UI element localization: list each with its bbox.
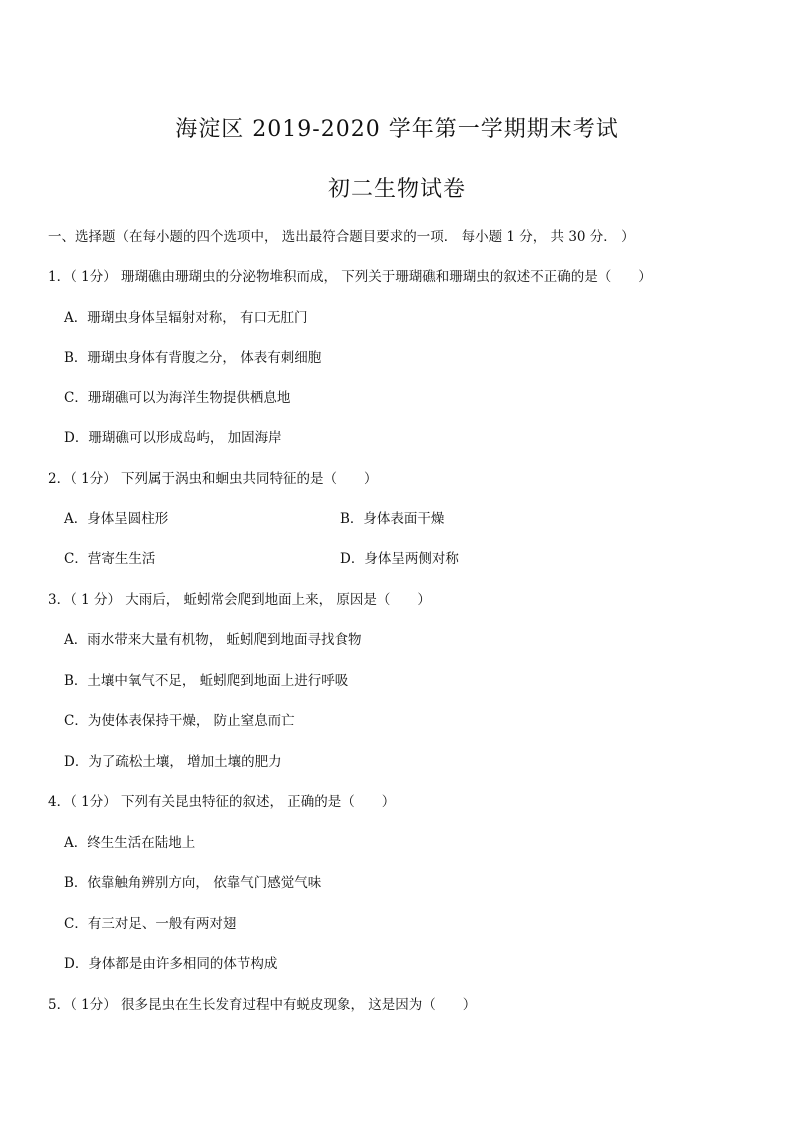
exam-subtitle: 初二生物试卷 bbox=[327, 177, 466, 202]
question-2-option-a: A．身体呈圆柱形 bbox=[64, 511, 169, 527]
question-4-option-a: A．终生生活在陆地上 bbox=[64, 835, 196, 851]
question-3-option-a: A．雨水带来大量有机物， 蚯蚓爬到地面寻找食物 bbox=[64, 632, 362, 648]
question-2-option-c: C．营寄生生活 bbox=[64, 551, 156, 567]
question-1-option-b: B．珊瑚虫身体有背腹之分， 体表有刺细胞 bbox=[64, 350, 322, 366]
question-4-option-c: C．有三对足、一般有两对翅 bbox=[64, 916, 237, 932]
question-4-option-d: D．身体都是由许多相同的体节构成 bbox=[64, 956, 278, 972]
question-4-stem: 4．（ 1分） 下列有关昆虫特征的叙述， 正确的是（ ） bbox=[48, 794, 396, 810]
question-3-option-c: C．为使体表保持干燥， 防止窒息而亡 bbox=[64, 713, 295, 729]
question-4-option-b: B．依靠触角辨别方向， 依靠气门感觉气味 bbox=[64, 875, 322, 891]
section-heading: 一、选择题（在每小题的四个选项中， 选出最符合题目要求的一项． 每小题 1 分， 共 30 分． ） bbox=[48, 229, 635, 245]
question-1-option-a: A．珊瑚虫身体呈辐射对称， 有口无肛门 bbox=[64, 310, 308, 326]
question-2-stem: 2．（ 1分） 下列属于涡虫和蛔虫共同特征的是（ ） bbox=[48, 471, 378, 487]
question-2-option-d: D．身体呈两侧对称 bbox=[340, 551, 459, 567]
question-1-option-c: C．珊瑚礁可以为海洋生物提供栖息地 bbox=[64, 390, 291, 406]
question-3-option-b: B．土壤中氧气不足， 蚯蚓爬到地面上进行呼吸 bbox=[64, 673, 349, 689]
question-1-stem: 1．（ 1分） 珊瑚礁由珊瑚虫的分泌物堆积而成， 下列关于珊瑚礁和珊瑚虫的叙述不正确的是（ ） bbox=[48, 269, 652, 285]
question-3-option-d: D．为了疏松土壤， 增加土壤的肥力 bbox=[64, 754, 282, 770]
question-3-stem: 3．（ 1 分） 大雨后， 蚯蚓常会爬到地面上来， 原因是（ ） bbox=[48, 592, 431, 608]
exam-title: 海淀区 2019-2020 学年第一学期期末考试 bbox=[175, 117, 619, 142]
question-5-stem: 5．（ 1分） 很多昆虫在生长发育过程中有蜕皮现象， 这是因为（ ） bbox=[48, 997, 477, 1013]
question-2-option-b: B．身体表面干燥 bbox=[340, 511, 445, 527]
question-1-option-d: D．珊瑚礁可以形成岛屿， 加固海岸 bbox=[64, 430, 282, 446]
